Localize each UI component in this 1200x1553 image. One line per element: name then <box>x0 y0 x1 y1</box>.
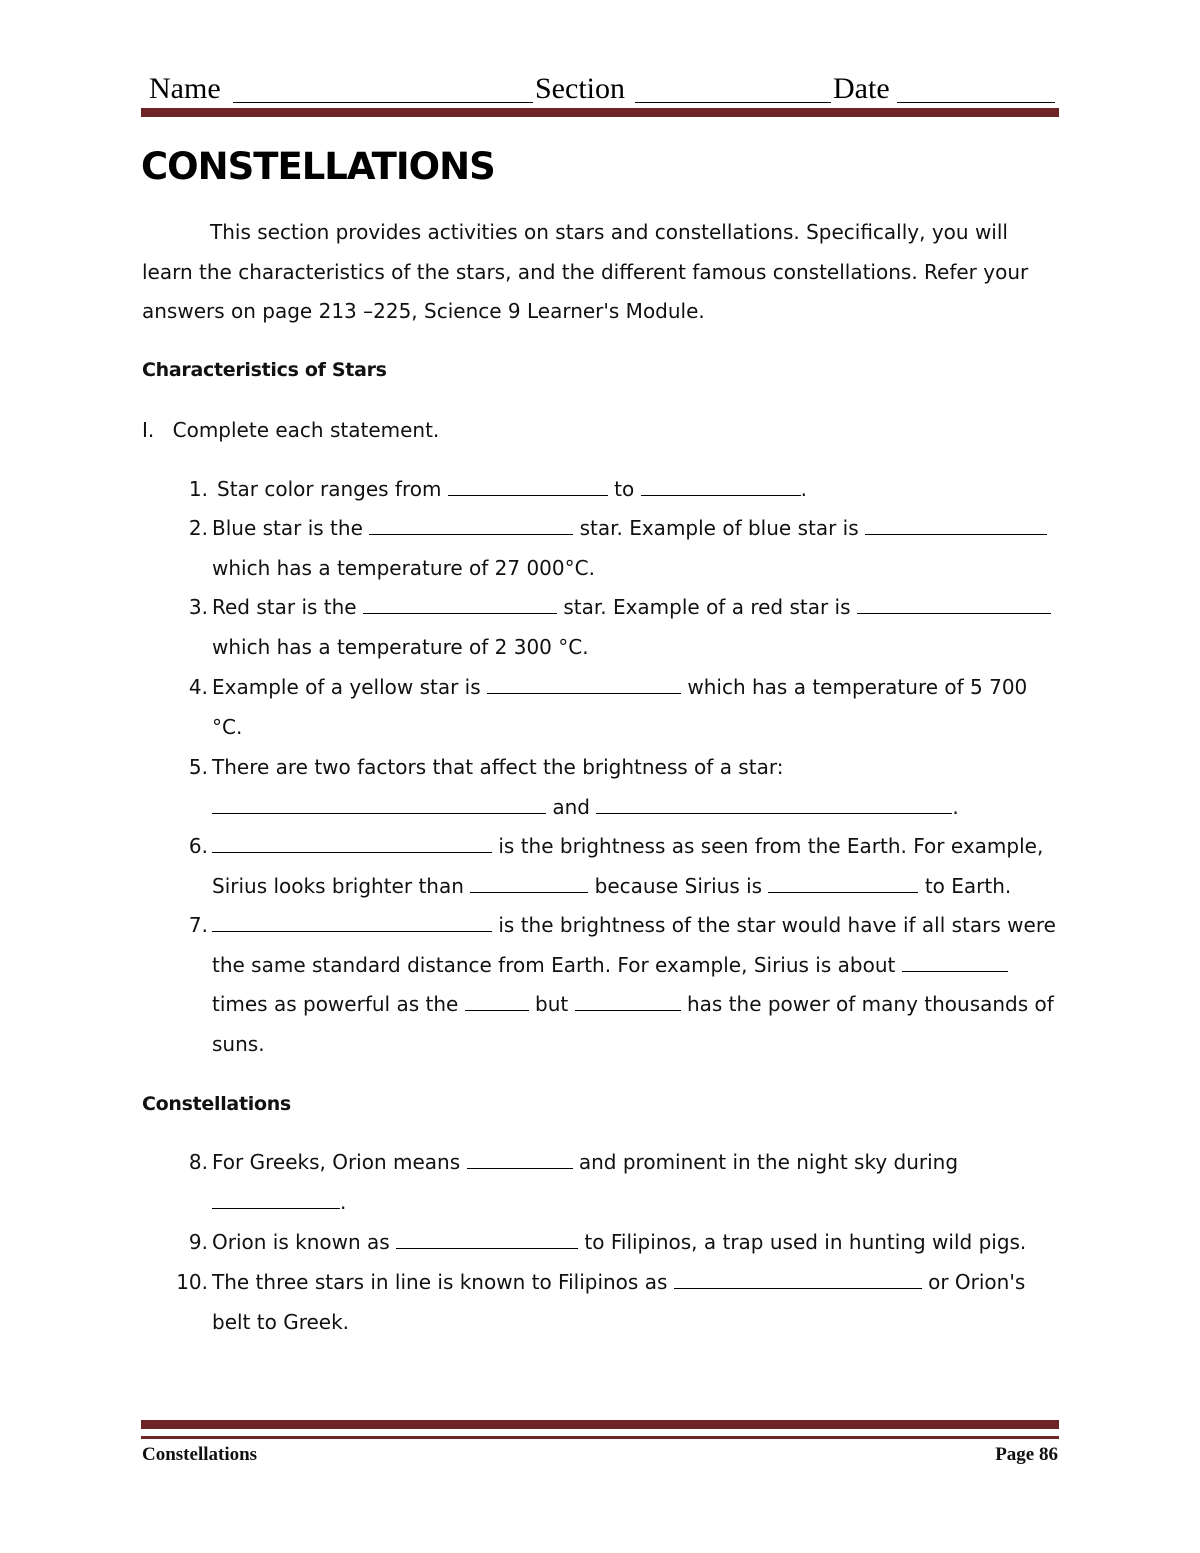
list-item <box>172 470 1062 510</box>
answer-blank[interactable] <box>902 953 1008 972</box>
section-heading-constellations: Constellations <box>142 1093 291 1115</box>
roman-numeral: I. <box>142 418 155 442</box>
answer-blank[interactable] <box>465 992 529 1011</box>
item-text: Red star is the star. Example of a red star is which has a temperature of 2 300 °C. <box>212 588 1062 667</box>
list-item <box>172 668 1062 747</box>
header-rule <box>141 108 1059 117</box>
answer-blank[interactable] <box>674 1270 922 1289</box>
list-item <box>172 827 1062 906</box>
answer-blank[interactable] <box>865 516 1047 535</box>
intro-rest: learn the characteristics of the stars, and the different famous constellations. Refer your answers on page 213 –225, Science 9 Learner's Module. <box>142 259 1029 323</box>
answer-blank[interactable] <box>768 874 918 893</box>
answer-blank[interactable] <box>212 834 492 853</box>
item-text: There are two factors that affect the brightness of a star: and . <box>212 755 959 819</box>
item-number: 5. <box>188 755 208 779</box>
list-item <box>172 1143 1062 1222</box>
item-text: For Greeks, Orion means and prominent in the night sky during . <box>212 1150 959 1214</box>
intro-paragraph <box>142 213 1062 332</box>
instruction <box>142 418 439 442</box>
intro-first-line: This section provides activities on stars and constellations. Specifically, you will <box>210 220 1008 244</box>
item-text: is the brightness as seen from the Earth. For example, Sirius looks brighter than because Sirius is to Earth. <box>212 834 1044 898</box>
answer-blank[interactable] <box>212 795 546 814</box>
answer-blank[interactable] <box>369 516 573 535</box>
name-blank[interactable] <box>233 102 533 103</box>
item-number: 4. <box>188 675 208 699</box>
item-number: 7. <box>188 913 208 937</box>
item-text: Blue star is the star. Example of blue star is which has a temperature of 27 000°C. <box>212 509 1062 588</box>
answer-blank[interactable] <box>467 1150 573 1169</box>
answer-blank[interactable] <box>487 675 681 694</box>
answer-blank[interactable] <box>575 992 681 1011</box>
list-item <box>172 509 1062 588</box>
answer-blank[interactable] <box>641 477 801 496</box>
footer-rule-thick <box>141 1420 1059 1429</box>
item-text: Star color ranges from to . <box>217 477 807 501</box>
name-label: Name <box>149 72 221 105</box>
page-number: Page 86 <box>995 1444 1058 1465</box>
answer-blank[interactable] <box>363 595 557 614</box>
answer-blank[interactable] <box>596 795 952 814</box>
answer-blank[interactable] <box>212 1190 340 1209</box>
item-text: is the brightness of the star would have if all stars were the same standard distance from Earth. For example, Sirius is about times as powerful as the but has the power of many thousands of suns. <box>212 913 1056 1057</box>
item-number: 8. <box>188 1150 208 1174</box>
item-number: 3. <box>188 595 208 619</box>
date-label: Date <box>833 72 890 105</box>
answer-blank[interactable] <box>212 913 492 932</box>
section-label: Section <box>535 72 625 105</box>
item-text: The three stars in line is known to Filipinos as or Orion's belt to Greek. <box>212 1270 1026 1334</box>
footer-rule-thin <box>141 1436 1059 1439</box>
item-number: 6. <box>188 834 208 858</box>
item-text: Example of a yellow star is which has a temperature of 5 700 °C. <box>212 675 1028 739</box>
item-number: 10. <box>176 1270 208 1294</box>
list-item <box>172 1223 1062 1263</box>
list-item <box>172 748 1062 827</box>
page-title: CONSTELLATIONS <box>141 145 495 188</box>
item-number: 1. <box>188 477 208 501</box>
list-item <box>172 588 1062 667</box>
footer-title: Constellations <box>142 1444 258 1465</box>
list-item <box>172 1263 1062 1342</box>
list-item <box>172 906 1062 1065</box>
answer-blank[interactable] <box>396 1230 578 1249</box>
section-heading-characteristics: Characteristics of Stars <box>142 359 387 381</box>
item-number: 9. <box>188 1230 208 1254</box>
answer-blank[interactable] <box>470 874 588 893</box>
item-text: Orion is known as to Filipinos, a trap used in hunting wild pigs. <box>212 1230 1027 1254</box>
section-blank[interactable] <box>635 102 831 103</box>
answer-blank[interactable] <box>857 595 1051 614</box>
date-blank[interactable] <box>897 102 1055 103</box>
item-number: 2. <box>188 516 208 540</box>
instruction-text: Complete each statement. <box>172 418 440 442</box>
header-fields <box>143 70 1058 110</box>
answer-blank[interactable] <box>448 477 608 496</box>
